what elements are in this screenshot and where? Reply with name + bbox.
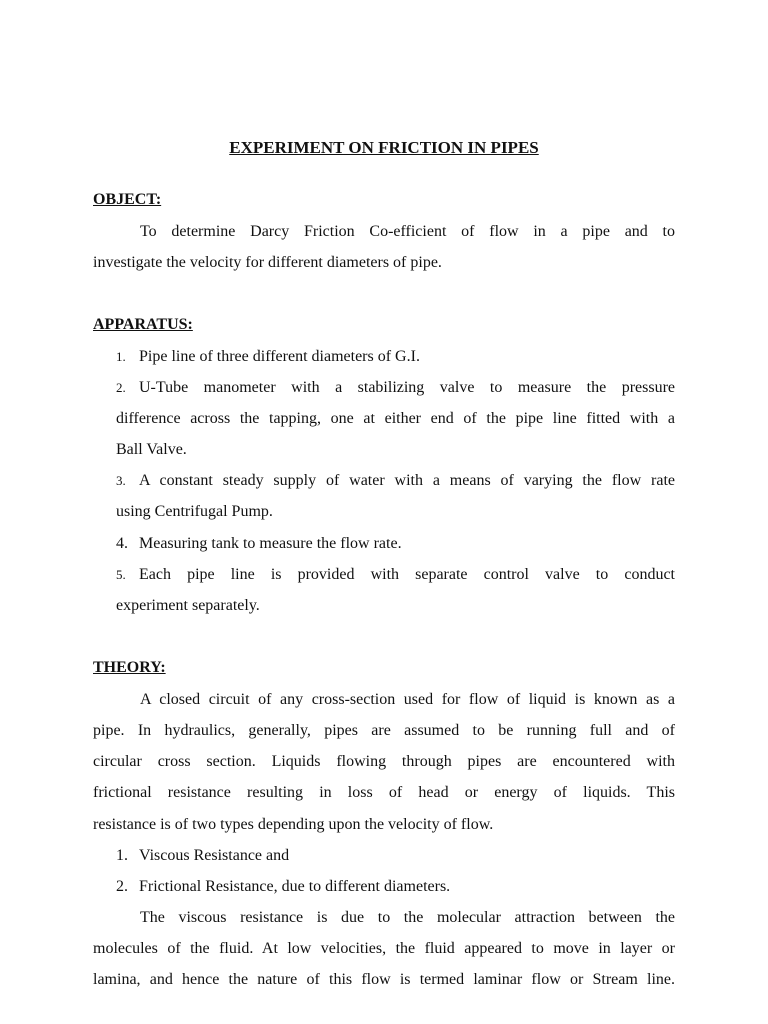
apparatus-item-4-number: 4. xyxy=(116,535,128,552)
theory-para2-line-1: The viscous resistance is due to the molecular attraction between the xyxy=(140,909,675,926)
theory-para1-line-4: frictional resistance resulting in loss of head or energy of liquids. This xyxy=(93,784,675,801)
apparatus-item-2-line-2: difference across the tapping, one at either end of the pipe line fitted with a xyxy=(116,410,675,427)
apparatus-item-3-line-1: A constant steady supply of water with a means of varying the flow rate xyxy=(139,472,675,489)
apparatus-item-1-text: Pipe line of three different diameters of G.I. xyxy=(139,348,420,365)
theory-para1-line-2: pipe. In hydraulics, generally, pipes are assumed to be running full and of xyxy=(93,722,675,739)
apparatus-item-2-line-1: U-Tube manometer with a stabilizing valve to measure the pressure xyxy=(139,379,675,396)
apparatus-item-5-line-2: experiment separately. xyxy=(116,597,260,614)
theory-para1-line-5: resistance is of two types depending upon the velocity of flow. xyxy=(93,816,494,833)
apparatus-item-5-number: 5. xyxy=(116,567,126,582)
apparatus-item-5-line-1: Each pipe line is provided with separate control valve to conduct xyxy=(139,566,675,583)
theory-list-2-text: Frictional Resistance, due to different diameters. xyxy=(139,878,451,895)
theory-list-2-number: 2. xyxy=(116,878,128,895)
apparatus-item-2-line-3: Ball Valve. xyxy=(116,441,187,458)
theory-para2-line-2: molecules of the fluid. At low velocities, the fluid appeared to move in layer or xyxy=(93,940,675,957)
apparatus-item-1-number: 1. xyxy=(116,349,126,364)
apparatus-item-2-number: 2. xyxy=(116,380,126,395)
apparatus-item-4-text: Measuring tank to measure the flow rate. xyxy=(139,535,402,552)
apparatus-heading: APPARATUS: xyxy=(93,316,193,333)
page-title: EXPERIMENT ON FRICTION IN PIPES xyxy=(229,138,539,157)
theory-list-1-text: Viscous Resistance and xyxy=(139,847,290,864)
theory-para1-line-3: circular cross section. Liquids flowing through pipes are encountered with xyxy=(93,753,675,770)
theory-para1-line-1: A closed circuit of any cross-section used for flow of liquid is known as a xyxy=(140,691,675,708)
object-line-2: investigate the velocity for different diameters of pipe. xyxy=(93,254,442,271)
theory-list-1-number: 1. xyxy=(116,847,128,864)
theory-para2-line-3: lamina, and hence the nature of this flow is termed laminar flow or Stream line. xyxy=(93,971,675,988)
object-line-1: To determine Darcy Friction Co-efficient of flow in a pipe and to xyxy=(140,223,675,240)
apparatus-item-3-line-2: using Centrifugal Pump. xyxy=(116,503,273,520)
object-heading: OBJECT: xyxy=(93,191,162,208)
theory-heading: THEORY: xyxy=(93,659,166,676)
apparatus-item-3-number: 3. xyxy=(116,473,126,488)
